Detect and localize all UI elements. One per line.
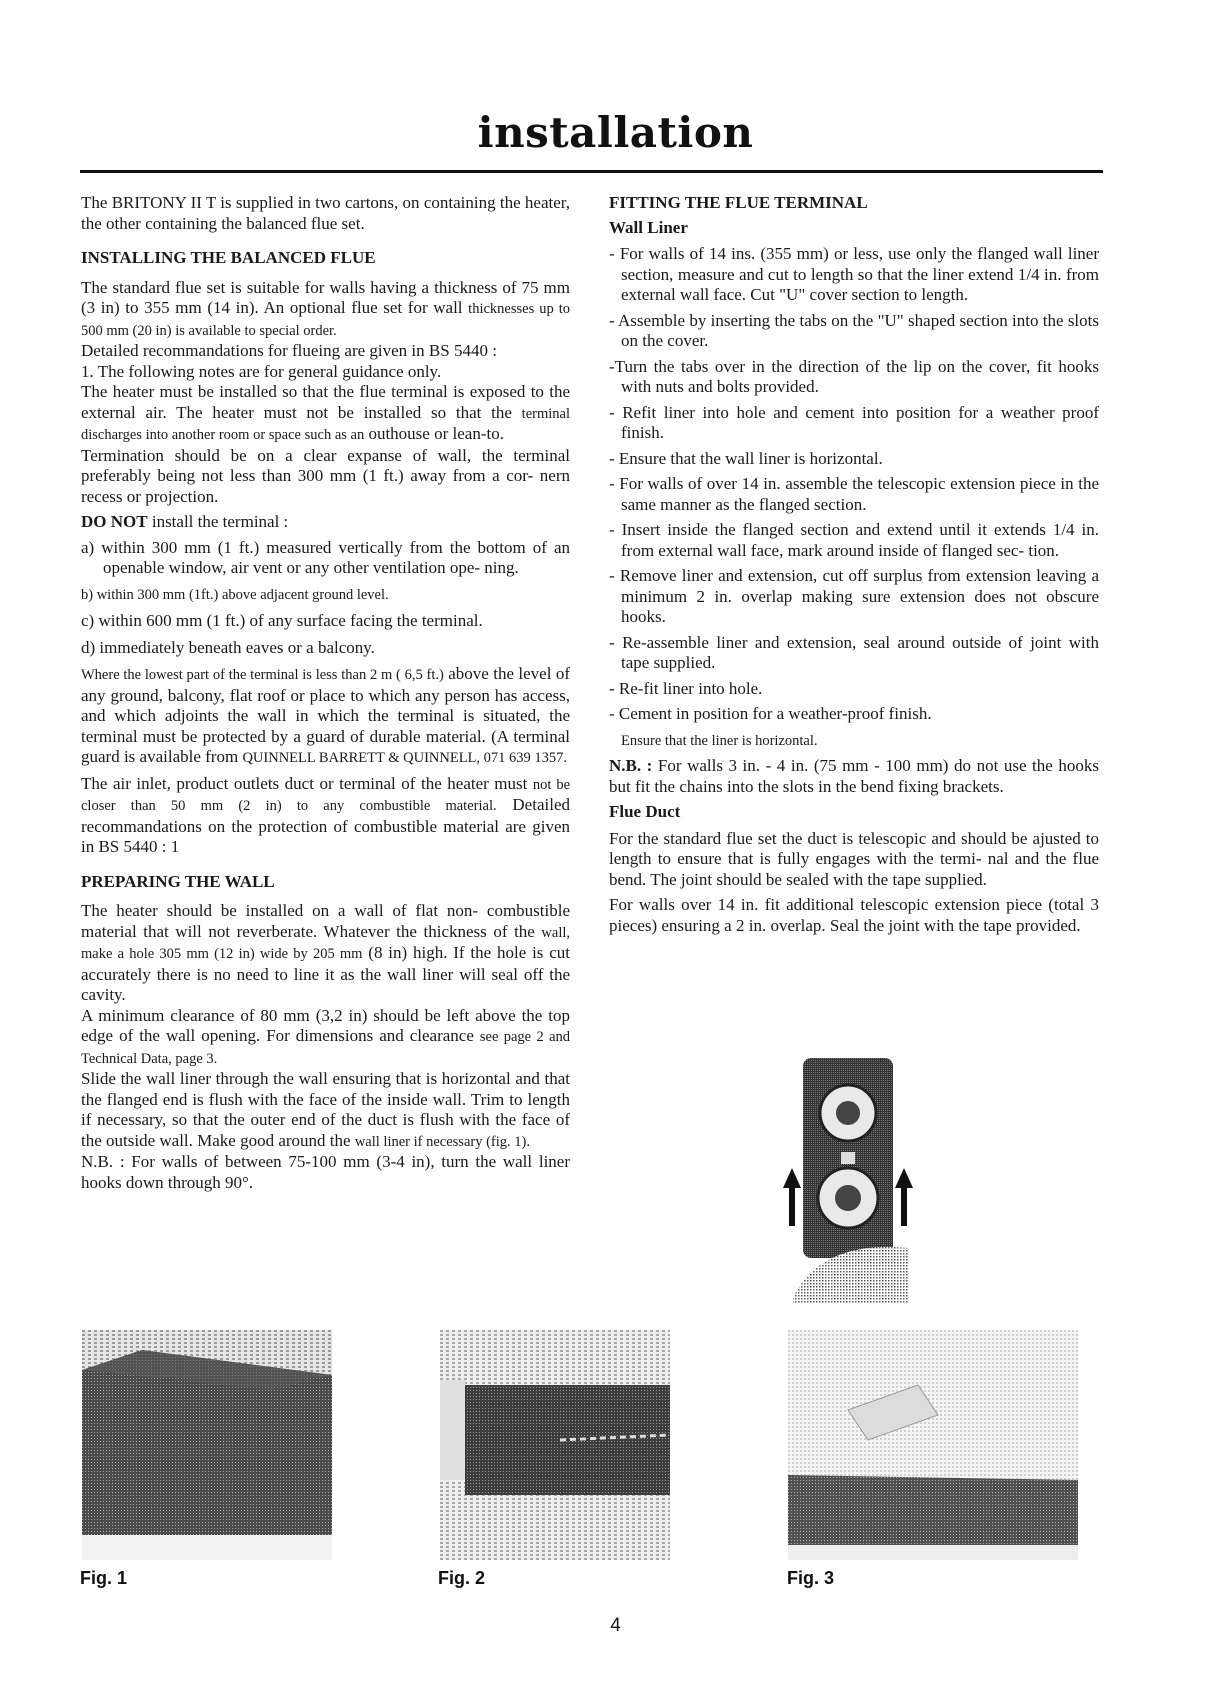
list-item: - Refit liner into hole and cement into position for a weather proof finish. [609, 402, 1099, 442]
paragraph [81, 1069, 570, 1152]
text: thicknesses up to 500 mm (20 in) is available to special order. [81, 301, 571, 339]
intro-paragraph: The BRITONY II T is supplied in two cartons, on containing the heater, the other containing the balanced flue set. [81, 193, 570, 233]
paragraph [81, 664, 570, 769]
flue-terminal-photo [783, 1058, 913, 1304]
figure-2-photo [440, 1330, 670, 1560]
figure-2-caption: Fig. 2 [438, 1568, 486, 1588]
paragraph [81, 1006, 570, 1070]
subheading-wall-liner: Wall Liner [609, 217, 688, 237]
text: For walls 3 in. - 4 in. (75 mm - 100 mm) do not use the hooks but fit the chains into the slots in the bend fixing brackets. [609, 756, 1099, 796]
paragraph: For the standard flue set the duct is telescopic and should be ajusted to length to ensure that is fully engages with the termi- nal and the flue bend. The joint should be sealed with the tape supplied. [609, 828, 1099, 889]
text: Where the lowest part of the terminal is less than 2 m ( 6,5 ft.) [81, 667, 444, 683]
text: outhouse or lean-to. [368, 424, 504, 443]
text: terminal discharges into another room or space such as an [81, 405, 570, 443]
figure-3-caption: Fig. 3 [787, 1568, 835, 1588]
text: wall, make a hole 305 mm (12 in) wide by 205 mm [81, 924, 571, 962]
text: The heater should be installed on a wall of flat non- combustible material that will not reverberate. Whatever the thickness of the [81, 901, 570, 941]
nb-note [609, 756, 1099, 797]
paragraph [81, 382, 570, 446]
list-item: - Re-fit liner into hole. [609, 678, 763, 698]
text: Detailed recommandations on the protection of combustible material are given in BS 5440 : 1 [81, 795, 570, 856]
list-item: - For walls of 14 ins. (355 mm) or less, use only the flanged wall liner section, measure and cut to length so that the liner extend 1/4 in. from external wall face. Cut "U" cover section to length. [609, 244, 1099, 304]
list-item: c) within 600 mm (1 ft.) of any surface facing the terminal. [81, 611, 483, 630]
text: wall liner if necessary (fig. 1). [354, 1133, 530, 1150]
section-heading-preparing-wall: PREPARING THE WALL [81, 871, 275, 891]
paragraph [81, 774, 570, 858]
paragraph: 1. The following notes are for general guidance only. [81, 361, 442, 381]
list-item: - Remove liner and extension, cut off surplus from extension leaving a minimum 2 in. overlap making sure extension does not obscure hooks. [609, 566, 1099, 626]
list-item: - Re-assemble liner and extension, seal around outside of joint with tape supplied. [609, 632, 1099, 672]
list-item: b) within 300 mm (1ft.) above adjacent ground level. [81, 586, 389, 603]
list-item: - For walls of over 14 in. assemble the telescopic extension piece in the same manner as the flanged section. [609, 474, 1099, 514]
paragraph [81, 901, 570, 1006]
ensure-note: Ensure that the liner is horizontal. [621, 732, 818, 749]
do-not-label: DO NOT [81, 512, 148, 531]
subheading-flue-duct: Flue Duct [609, 802, 681, 821]
text: The heater must be installed so that the flue terminal is exposed to the external air. The heater must not be installed so that the [81, 382, 570, 422]
title-rule [80, 170, 1103, 173]
figure-1-photo [82, 1330, 332, 1560]
left-column [81, 193, 570, 1198]
right-column [609, 193, 1099, 941]
page-title: installation [477, 108, 754, 157]
text: A minimum clearance of 80 mm (3,2 in) should be left above the top edge of the wall opening. For dimensions and clearance [81, 1005, 570, 1045]
paragraph: For walls over 14 in. fit additional telescopic extension piece (total 3 pieces) ensuring a 2 in. overlap. Seal the joint with the tape provided. [609, 895, 1099, 935]
paragraph: Detailed recommandations for flueing are given in BS 5440 : [81, 341, 497, 360]
figure-1-caption: Fig. 1 [80, 1568, 128, 1588]
step-list [609, 244, 1099, 725]
text: install the terminal : [147, 512, 289, 531]
list-item: a) within 300 mm (1 ft.) measured vertically from the bottom of an openable window, air vent or any other ventilation ope- ning. [81, 537, 570, 577]
restriction-list [81, 538, 570, 659]
section-heading-balanced-flue: INSTALLING THE BALANCED FLUE [81, 248, 376, 267]
figure-3-photo [788, 1330, 1078, 1560]
list-item: - Assemble by inserting the tabs on the "U" shaped section into the slots on the cover. [609, 310, 1099, 350]
text: The air inlet, product outlets duct or terminal of the heater must [81, 773, 528, 793]
paragraph: Termination should be on a clear expanse of wall, the terminal preferably being not less than 300 mm (1 ft.) away from a cor- nern recess or projection. [81, 445, 570, 506]
page-number: 4 [610, 1615, 621, 1636]
text: QUINNELL BARRETT & QUINNELL, 071 639 1357. [242, 750, 568, 766]
paragraph: N.B. : For walls of between 75-100 mm (3-4 in), turn the wall liner hooks down through 90°. [81, 1152, 570, 1192]
list-item: - Ensure that the wall liner is horizontal. [609, 448, 883, 468]
text: Slide the wall liner through the wall ensuring that is horizontal and that the flanged end is flush with the face of the inside wall. Trim to length if necessary, so that the outer end of the duct is flush with the face of the outside wall. Make good around the [81, 1069, 570, 1150]
text: see page 2 and Technical Data, page 3. [81, 1029, 571, 1067]
list-item: -Turn the tabs over in the direction of the lip on the cover, fit hooks with nuts and bolts provided. [609, 356, 1099, 396]
do-not-line [81, 512, 570, 533]
list-item: d) immediately beneath eaves or a balcony. [81, 637, 375, 657]
text: (8 in) high. If the hole is cut accurately there is no need to line it as the wall liner will seal off the cavity. [81, 943, 571, 1004]
paragraph [81, 278, 570, 342]
list-item: - Insert inside the flanged section and extend until it extends 1/4 in. from external wall face, mark around inside of flanged sec- tion. [609, 520, 1099, 560]
nb-label: N.B. : [609, 756, 653, 775]
text: The standard flue set is suitable for walls having a thickness of 75 mm (3 in) to 355 mm (14 in). An optional flue set for wall [81, 277, 570, 317]
text: not be closer than 50 mm (2 in) to any combustible material. [81, 776, 571, 814]
section-heading-flue-terminal: FITTING THE FLUE TERMINAL [609, 193, 868, 212]
text: above the level of any ground, balcony, flat roof or place to which any person has access, and which adjoints the wall in which the terminal is situated, the terminal must be protected by a guard of durable material. (A terminal guard is available from [81, 664, 570, 766]
list-item: - Cement in position for a weather-proof finish. [609, 704, 932, 723]
